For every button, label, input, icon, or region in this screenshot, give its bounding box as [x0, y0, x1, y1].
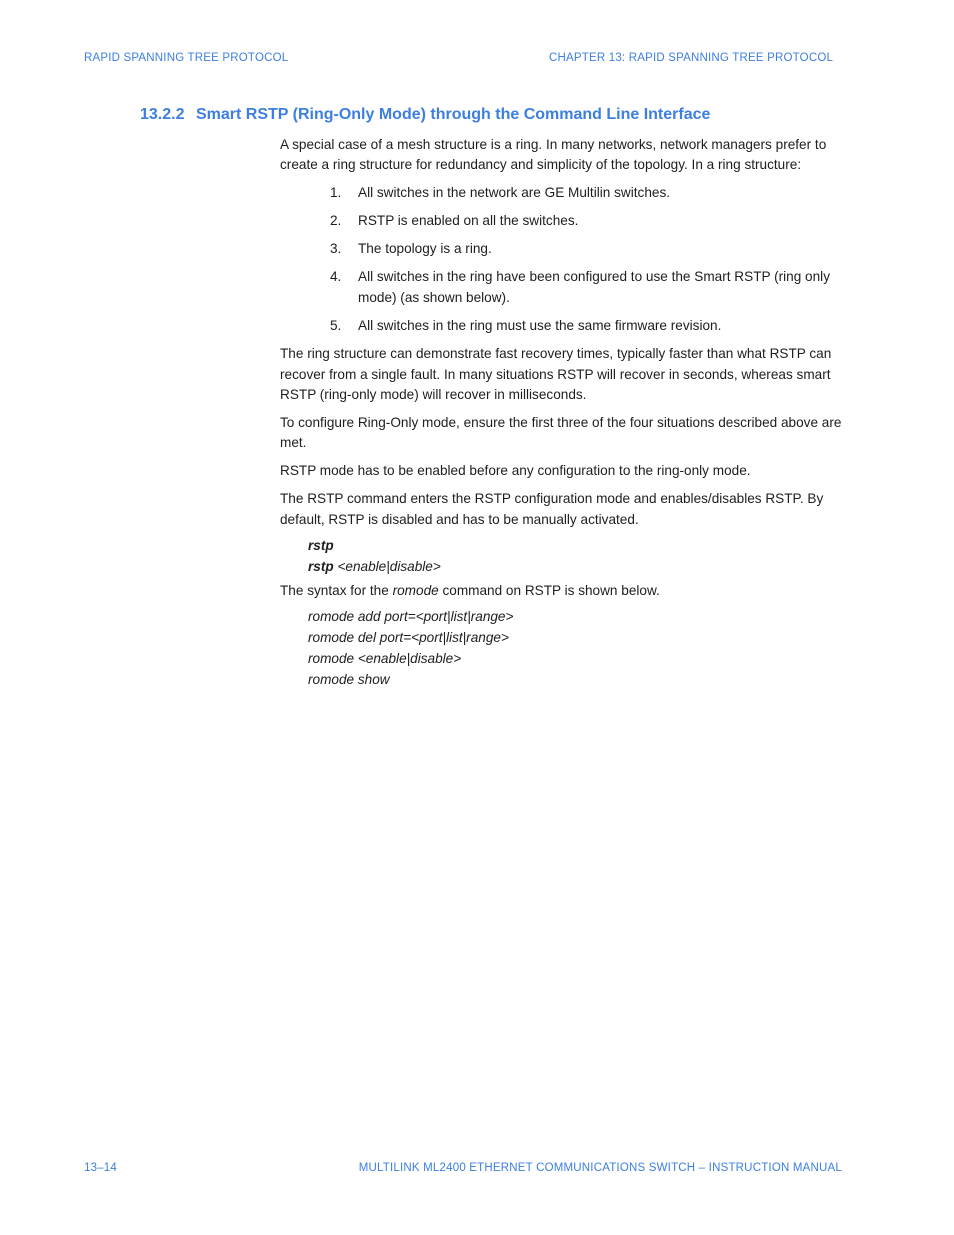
- rstp-command-paragraph: The RSTP command enters the RSTP configuration mode and enables/disables RSTP. By default, RSTP is disabled and has to be manually activated.: [280, 491, 824, 527]
- section-number: 13.2.2: [140, 106, 185, 123]
- romode-intro-text: The syntax for the: [280, 582, 393, 598]
- list-item: [280, 183, 845, 203]
- rstp-enable-syntax-line: [308, 556, 845, 577]
- enable-first-paragraph: RSTP mode has to be enabled before any configuration to the ring-only mode.: [280, 463, 751, 479]
- list-item-text: All switches in the network are GE Multilin switches.: [358, 185, 671, 201]
- romode-syntax-block: [308, 606, 845, 690]
- list-item-text: RSTP is enabled on all the switches.: [358, 213, 579, 229]
- manual-title-footer: MULTILINK ML2400 ETHERNET COMMUNICATIONS SWITCH – INSTRUCTION MANUAL: [358, 1162, 842, 1174]
- section-title: Smart RSTP (Ring-Only Mode) through the Command Line Interface: [196, 106, 711, 123]
- section-heading: [140, 106, 710, 124]
- list-item-number: 2.: [330, 213, 342, 229]
- running-header-left: RAPID SPANNING TREE PROTOCOL: [84, 52, 289, 64]
- rstp-command-keyword: rstp: [308, 558, 334, 574]
- romode-syntax-line: romode add port=<port|list|range>: [308, 608, 514, 624]
- romode-syntax-line: romode show: [308, 671, 390, 687]
- list-item-number: 3.: [330, 241, 342, 257]
- requirements-list: [280, 183, 845, 336]
- romode-intro-tail: command on RSTP is shown below.: [438, 582, 660, 598]
- list-item-text: All switches in the ring must use the same firmware revision.: [358, 317, 722, 333]
- list-item: [280, 316, 845, 336]
- romode-syntax-line: romode del port=<port|list|range>: [308, 629, 509, 645]
- rstp-syntax-block: [308, 535, 845, 577]
- page-number: 13–14: [84, 1162, 117, 1174]
- list-item-text: The topology is a ring.: [358, 241, 492, 257]
- romode-syntax-line: romode <enable|disable>: [308, 650, 462, 666]
- list-item-number: 1.: [330, 185, 342, 201]
- list-item: [280, 267, 845, 308]
- rstp-syntax-line: rstp: [308, 537, 334, 553]
- list-item-number: 5.: [330, 317, 342, 333]
- romode-keyword: romode: [392, 582, 439, 598]
- romode-intro-paragraph: [280, 581, 845, 601]
- configure-paragraph: To configure Ring-Only mode, ensure the first three of the four situations described above are met.: [280, 415, 842, 451]
- section-body: [280, 135, 845, 694]
- list-item-text: All switches in the ring have been configured to use the Smart RSTP (ring only mode) (as shown below).: [358, 269, 830, 305]
- list-item: [280, 239, 845, 259]
- list-item-number: 4.: [330, 269, 342, 285]
- running-header-right: CHAPTER 13: RAPID SPANNING TREE PROTOCOL: [549, 52, 834, 64]
- recovery-paragraph: The ring structure can demonstrate fast recovery times, typically faster than what RSTP can recover from a single fault. In many situations RSTP will recover in seconds, whereas smart RSTP (ring-only mode) will recover in milliseconds.: [280, 346, 832, 403]
- list-item: [280, 211, 845, 231]
- rstp-command-args: <enable|disable>: [333, 558, 441, 574]
- intro-paragraph: A special case of a mesh structure is a ring. In many networks, network managers prefer to create a ring structure for redundancy and simplicity of the topology. In a ring structure:: [280, 137, 827, 173]
